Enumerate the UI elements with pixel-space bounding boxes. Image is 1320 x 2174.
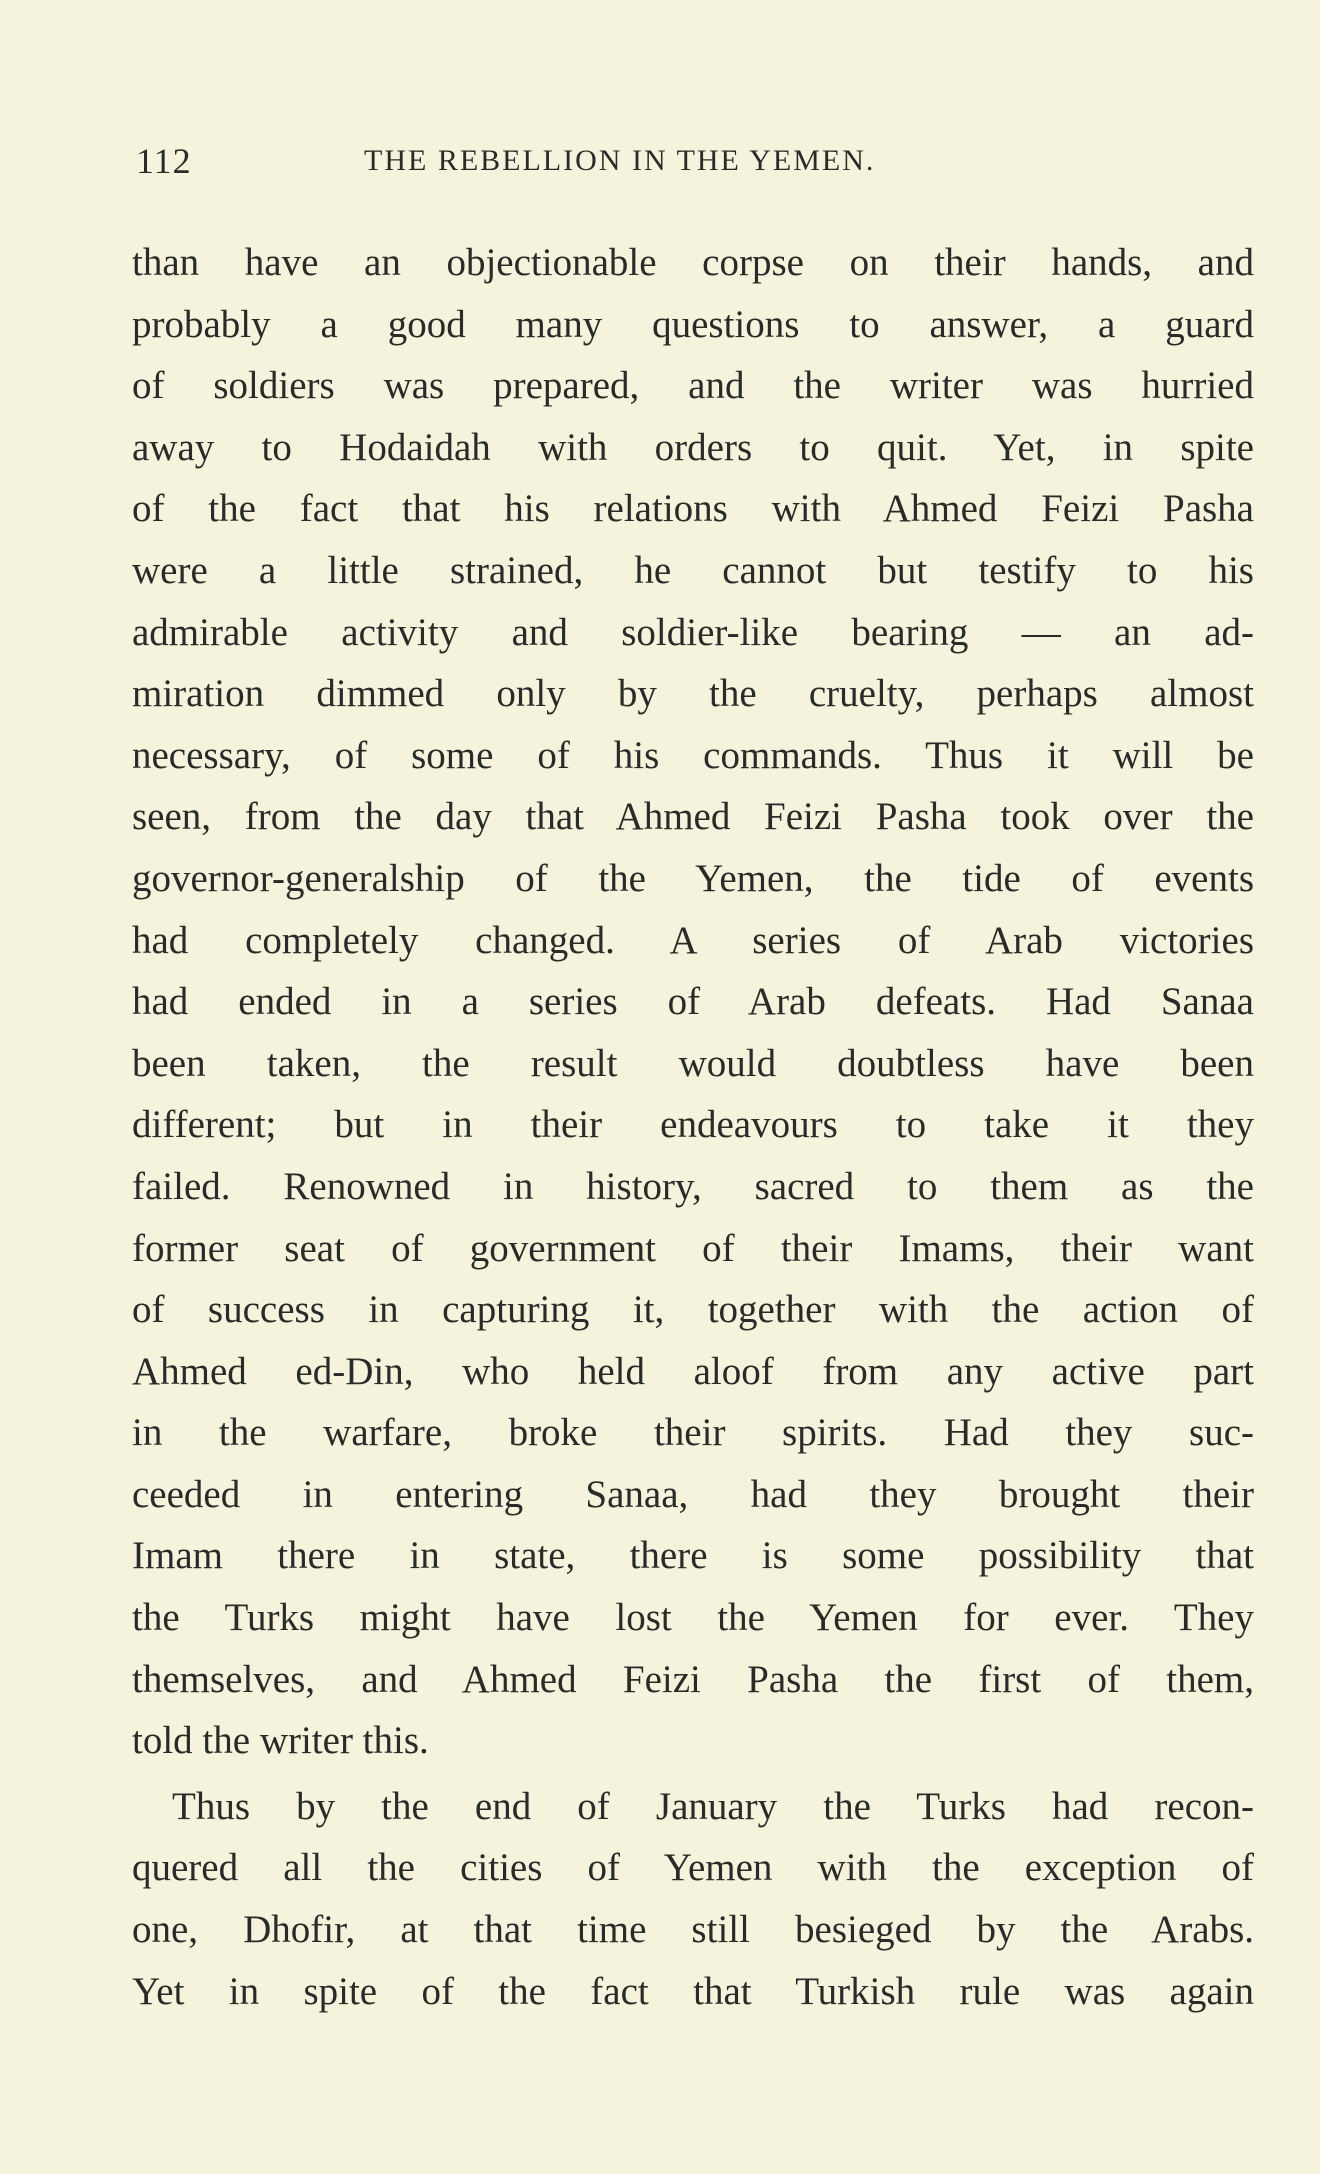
running-title: THE REBELLION IN THE YEMEN.: [364, 144, 876, 177]
text-line: Ahmed ed-Din, who held aloof from any active part: [132, 1349, 1254, 1393]
text-line: had completely changed. A series of Arab victories: [132, 918, 1254, 962]
text-line: failed. Renowned in history, sacred to them as the: [132, 1164, 1254, 1208]
text-line: former seat of government of their Imams, their want: [132, 1226, 1254, 1270]
text-line: told the writer this.: [132, 1719, 429, 1763]
text-line: of success in capturing it, together with the action of: [132, 1288, 1254, 1332]
text-line: been taken, the result would doubtless have been: [132, 1041, 1254, 1085]
text-line: in the warfare, broke their spirits. Had they suc-: [132, 1411, 1254, 1455]
text-line: quered all the cities of Yemen with the exception of: [132, 1846, 1254, 1890]
text-line: seen, from the day that Ahmed Feizi Pasha took over the: [132, 795, 1254, 839]
text-line: had ended in a series of Arab defeats. Had Sanaa: [132, 980, 1254, 1024]
text-line: away to Hodaidah with orders to quit. Yet, in spite: [132, 425, 1254, 469]
text-line: governor-generalship of the Yemen, the tide of events: [132, 856, 1254, 900]
text-line: admirable activity and soldier-like bearing — an ad-: [132, 610, 1254, 654]
paragraph-2: [132, 1776, 1254, 2022]
text-line: Thus by the end of January the Turks had recon-: [172, 1784, 1254, 1828]
text-line: than have an objectionable corpse on their hands, and: [132, 241, 1254, 284]
text-line: necessary, of some of his commands. Thus it will be: [132, 733, 1254, 777]
text-line: Yet in spite of the fact that Turkish rule was again: [132, 1969, 1254, 2013]
text-line: ceeded in entering Sanaa, had they brought their: [132, 1472, 1254, 1516]
text-line: different; but in their endeavours to take it they: [132, 1103, 1254, 1147]
text-line: the Turks might have lost the Yemen for ever. They: [132, 1596, 1254, 1640]
page-number: 112: [136, 141, 192, 181]
text-line: of soldiers was prepared, and the writer was hurried: [132, 364, 1254, 408]
text-line: of the fact that his relations with Ahmed Feizi Pasha: [132, 487, 1254, 531]
text-line: themselves, and Ahmed Feizi Pasha the first of them,: [132, 1657, 1254, 1701]
running-head: [136, 140, 1256, 184]
text-line: Imam there in state, there is some possibility that: [132, 1534, 1254, 1578]
text-line: were a little strained, he cannot but testify to his: [132, 548, 1254, 592]
text-line: miration dimmed only by the cruelty, perhaps almost: [132, 672, 1254, 716]
paragraph-1: [132, 232, 1254, 1772]
body-text: [132, 232, 1254, 2022]
text-line: one, Dhofir, at that time still besieged by the Arabs.: [132, 1908, 1254, 1952]
text-line: probably a good many questions to answer, a guard: [132, 302, 1254, 346]
